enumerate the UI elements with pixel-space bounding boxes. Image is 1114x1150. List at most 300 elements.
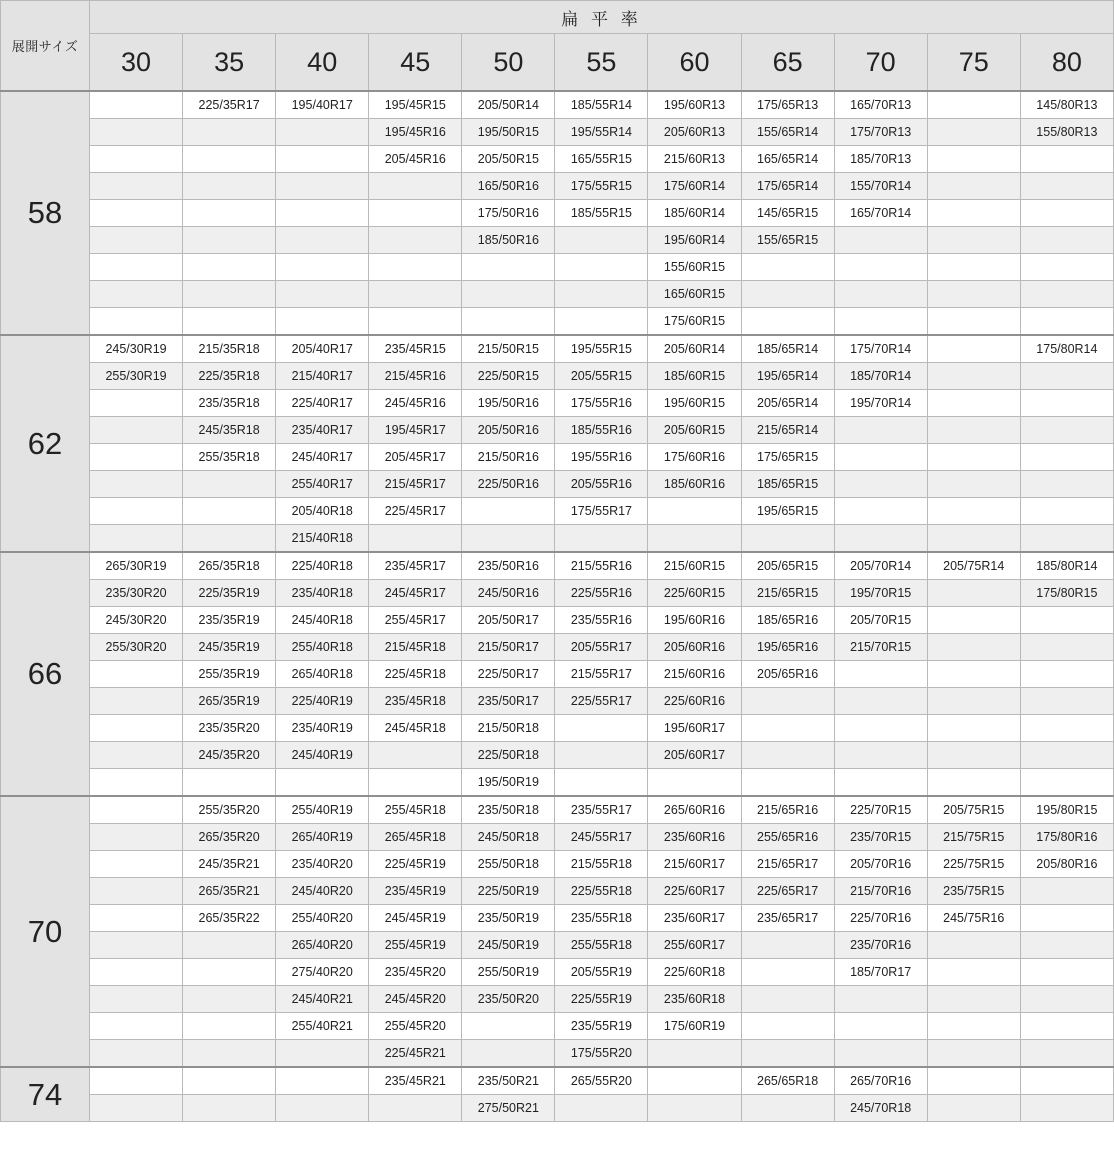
- tire-size-cell: 195/50R19: [462, 769, 555, 797]
- empty-cell: [1020, 1013, 1113, 1040]
- empty-cell: [462, 1013, 555, 1040]
- tire-size-cell: 265/35R18: [183, 552, 276, 580]
- tire-size-cell: 175/65R14: [741, 173, 834, 200]
- tire-size-cell: 215/55R17: [555, 661, 648, 688]
- empty-cell: [834, 688, 927, 715]
- tire-size-cell: 255/45R18: [369, 796, 462, 824]
- table-body: [1, 91, 1114, 1122]
- table-row: [1, 878, 1114, 905]
- tire-size-cell: 225/45R21: [369, 1040, 462, 1068]
- tire-size-cell: 255/45R17: [369, 607, 462, 634]
- empty-cell: [90, 851, 183, 878]
- tire-size-cell: 255/40R17: [276, 471, 369, 498]
- empty-cell: [927, 1067, 1020, 1095]
- tire-size-cell: 235/70R16: [834, 932, 927, 959]
- table-row: [1, 851, 1114, 878]
- tire-size-cell: 145/65R15: [741, 200, 834, 227]
- empty-cell: [183, 1095, 276, 1122]
- tire-size-cell: 245/55R17: [555, 824, 648, 851]
- empty-cell: [369, 308, 462, 336]
- group-size-label: 70: [1, 796, 90, 1067]
- table-row: [1, 1095, 1114, 1122]
- tire-size-cell: 235/45R21: [369, 1067, 462, 1095]
- empty-cell: [369, 742, 462, 769]
- empty-cell: [834, 254, 927, 281]
- empty-cell: [183, 498, 276, 525]
- tire-size-cell: 175/50R16: [462, 200, 555, 227]
- empty-cell: [90, 824, 183, 851]
- tire-size-cell: 205/60R14: [648, 335, 741, 363]
- empty-cell: [927, 959, 1020, 986]
- tire-size-cell: 235/50R17: [462, 688, 555, 715]
- tire-size-cell: 205/55R16: [555, 471, 648, 498]
- tire-size-cell: 215/50R17: [462, 634, 555, 661]
- tire-size-cell: 245/30R20: [90, 607, 183, 634]
- empty-cell: [927, 417, 1020, 444]
- empty-cell: [1020, 525, 1113, 553]
- ratio-header-55: 55: [555, 34, 648, 92]
- empty-cell: [90, 91, 183, 119]
- table-row: [1, 1040, 1114, 1068]
- tire-size-cell: 205/45R16: [369, 146, 462, 173]
- tire-size-cell: 215/60R16: [648, 661, 741, 688]
- tire-size-cell: 205/55R17: [555, 634, 648, 661]
- tire-size-cell: 195/55R14: [555, 119, 648, 146]
- empty-cell: [369, 1095, 462, 1122]
- tire-size-cell: 225/40R18: [276, 552, 369, 580]
- table-row: [1, 688, 1114, 715]
- empty-cell: [369, 769, 462, 797]
- empty-cell: [183, 525, 276, 553]
- empty-cell: [834, 525, 927, 553]
- empty-cell: [90, 715, 183, 742]
- tire-size-cell: 265/70R16: [834, 1067, 927, 1095]
- tire-size-cell: 205/40R17: [276, 335, 369, 363]
- empty-cell: [462, 281, 555, 308]
- tire-size-cell: 205/55R15: [555, 363, 648, 390]
- empty-cell: [1020, 634, 1113, 661]
- tire-size-cell: 255/30R20: [90, 634, 183, 661]
- tire-size-cell: 225/40R17: [276, 390, 369, 417]
- tire-size-cell: 245/50R18: [462, 824, 555, 851]
- tire-size-cell: 215/55R16: [555, 552, 648, 580]
- empty-cell: [90, 281, 183, 308]
- ratio-header-70: 70: [834, 34, 927, 92]
- empty-cell: [927, 146, 1020, 173]
- table-row: [1, 281, 1114, 308]
- empty-cell: [276, 1040, 369, 1068]
- empty-cell: [1020, 1095, 1113, 1122]
- tire-size-cell: 245/35R18: [183, 417, 276, 444]
- empty-cell: [462, 1040, 555, 1068]
- tire-size-cell: 255/45R20: [369, 1013, 462, 1040]
- empty-cell: [741, 254, 834, 281]
- empty-cell: [90, 173, 183, 200]
- table-row: [1, 796, 1114, 824]
- empty-cell: [555, 281, 648, 308]
- empty-cell: [183, 959, 276, 986]
- empty-cell: [183, 173, 276, 200]
- table-row: [1, 335, 1114, 363]
- empty-cell: [741, 986, 834, 1013]
- empty-cell: [1020, 417, 1113, 444]
- empty-cell: [183, 146, 276, 173]
- tire-size-cell: 205/45R17: [369, 444, 462, 471]
- tire-size-cell: 235/50R21: [462, 1067, 555, 1095]
- empty-cell: [741, 932, 834, 959]
- empty-cell: [183, 769, 276, 797]
- tire-size-cell: 205/50R16: [462, 417, 555, 444]
- tire-size-cell: 245/40R17: [276, 444, 369, 471]
- tire-size-cell: 235/30R20: [90, 580, 183, 607]
- tire-size-cell: 165/70R14: [834, 200, 927, 227]
- tire-size-cell: 205/55R19: [555, 959, 648, 986]
- table-row: [1, 254, 1114, 281]
- tire-size-cell: 255/40R19: [276, 796, 369, 824]
- tire-size-cell: 235/55R18: [555, 905, 648, 932]
- empty-cell: [741, 308, 834, 336]
- empty-cell: [741, 688, 834, 715]
- table-row: [1, 146, 1114, 173]
- tire-size-cell: 235/55R16: [555, 607, 648, 634]
- empty-cell: [1020, 308, 1113, 336]
- group-size-label: 66: [1, 552, 90, 796]
- tire-size-cell: 225/60R18: [648, 959, 741, 986]
- tire-size-cell: 275/40R20: [276, 959, 369, 986]
- empty-cell: [183, 119, 276, 146]
- empty-cell: [369, 227, 462, 254]
- ratio-header-30: 30: [90, 34, 183, 92]
- table-row: [1, 227, 1114, 254]
- empty-cell: [1020, 688, 1113, 715]
- table-row: [1, 498, 1114, 525]
- tire-size-cell: 255/30R19: [90, 363, 183, 390]
- empty-cell: [90, 390, 183, 417]
- tire-size-cell: 225/75R15: [927, 851, 1020, 878]
- empty-cell: [183, 227, 276, 254]
- tire-size-cell: 185/55R15: [555, 200, 648, 227]
- tire-size-cell: 235/40R19: [276, 715, 369, 742]
- tire-size-cell: 265/40R18: [276, 661, 369, 688]
- empty-cell: [90, 661, 183, 688]
- empty-cell: [1020, 878, 1113, 905]
- tire-size-cell: 245/45R19: [369, 905, 462, 932]
- tire-size-cell: 205/70R15: [834, 607, 927, 634]
- table-row: [1, 390, 1114, 417]
- empty-cell: [369, 281, 462, 308]
- tire-size-cell: 245/70R18: [834, 1095, 927, 1122]
- tire-size-cell: 205/40R18: [276, 498, 369, 525]
- tire-size-cell: 155/80R13: [1020, 119, 1113, 146]
- empty-cell: [648, 525, 741, 553]
- tire-size-cell: 265/65R18: [741, 1067, 834, 1095]
- tire-size-cell: 235/60R18: [648, 986, 741, 1013]
- tire-size-cell: 205/60R13: [648, 119, 741, 146]
- empty-cell: [90, 932, 183, 959]
- tire-size-cell: 205/50R15: [462, 146, 555, 173]
- empty-cell: [90, 308, 183, 336]
- empty-cell: [90, 1067, 183, 1095]
- ratio-header-50: 50: [462, 34, 555, 92]
- tire-size-cell: 195/60R17: [648, 715, 741, 742]
- tire-size-cell: 185/50R16: [462, 227, 555, 254]
- tire-size-cell: 235/60R17: [648, 905, 741, 932]
- empty-cell: [834, 986, 927, 1013]
- tire-size-cell: 175/55R17: [555, 498, 648, 525]
- aspect-ratio-title: 扁 平 率: [90, 1, 1114, 34]
- empty-cell: [927, 1013, 1020, 1040]
- tire-size-cell: 225/65R17: [741, 878, 834, 905]
- tire-size-cell: 245/40R21: [276, 986, 369, 1013]
- tire-size-cell: 215/75R15: [927, 824, 1020, 851]
- tire-size-cell: 235/50R20: [462, 986, 555, 1013]
- tire-size-cell: 235/65R17: [741, 905, 834, 932]
- empty-cell: [369, 173, 462, 200]
- tire-size-cell: 255/60R17: [648, 932, 741, 959]
- tire-size-cell: 165/70R13: [834, 91, 927, 119]
- tire-size-cell: 235/55R19: [555, 1013, 648, 1040]
- tire-size-cell: 225/70R15: [834, 796, 927, 824]
- empty-cell: [834, 742, 927, 769]
- empty-cell: [1020, 905, 1113, 932]
- tire-size-cell: 185/65R14: [741, 335, 834, 363]
- tire-size-cell: 225/55R16: [555, 580, 648, 607]
- empty-cell: [741, 281, 834, 308]
- tire-size-cell: 245/35R21: [183, 851, 276, 878]
- tire-size-cell: 155/60R15: [648, 254, 741, 281]
- tire-size-cell: 265/35R21: [183, 878, 276, 905]
- empty-cell: [927, 688, 1020, 715]
- empty-cell: [741, 1095, 834, 1122]
- tire-size-cell: 215/50R16: [462, 444, 555, 471]
- empty-cell: [834, 1013, 927, 1040]
- tire-size-cell: 225/60R15: [648, 580, 741, 607]
- table-row: [1, 200, 1114, 227]
- empty-cell: [90, 146, 183, 173]
- empty-cell: [555, 308, 648, 336]
- tire-size-cell: 185/80R14: [1020, 552, 1113, 580]
- empty-cell: [276, 119, 369, 146]
- group-size-label: 58: [1, 91, 90, 335]
- tire-size-cell: 215/50R15: [462, 335, 555, 363]
- empty-cell: [927, 281, 1020, 308]
- empty-cell: [927, 91, 1020, 119]
- empty-cell: [183, 471, 276, 498]
- empty-cell: [276, 173, 369, 200]
- tire-size-cell: 215/70R16: [834, 878, 927, 905]
- empty-cell: [834, 417, 927, 444]
- table-row: [1, 119, 1114, 146]
- empty-cell: [1020, 254, 1113, 281]
- table-row: [1, 444, 1114, 471]
- tire-size-cell: 195/70R15: [834, 580, 927, 607]
- tire-size-cell: 245/75R16: [927, 905, 1020, 932]
- empty-cell: [1020, 444, 1113, 471]
- tire-size-cell: 175/70R13: [834, 119, 927, 146]
- tire-size-cell: 175/55R15: [555, 173, 648, 200]
- tire-size-cell: 205/60R17: [648, 742, 741, 769]
- tire-size-cell: 265/60R16: [648, 796, 741, 824]
- tire-size-cell: 245/45R18: [369, 715, 462, 742]
- empty-cell: [927, 227, 1020, 254]
- empty-cell: [90, 471, 183, 498]
- tire-size-cell: 155/65R14: [741, 119, 834, 146]
- tire-size-cell: 215/65R17: [741, 851, 834, 878]
- empty-cell: [90, 525, 183, 553]
- table-row: [1, 634, 1114, 661]
- tire-size-cell: 215/65R14: [741, 417, 834, 444]
- empty-cell: [834, 471, 927, 498]
- empty-cell: [927, 932, 1020, 959]
- empty-cell: [927, 308, 1020, 336]
- empty-cell: [555, 1095, 648, 1122]
- tire-size-cell: 195/45R17: [369, 417, 462, 444]
- header-ratio-row: [1, 34, 1114, 92]
- tire-size-cell: 225/60R17: [648, 878, 741, 905]
- table-row: [1, 173, 1114, 200]
- tire-size-cell: 225/45R19: [369, 851, 462, 878]
- tire-size-cell: 225/45R18: [369, 661, 462, 688]
- empty-cell: [648, 1067, 741, 1095]
- table-row: [1, 552, 1114, 580]
- empty-cell: [1020, 498, 1113, 525]
- tire-size-cell: 195/65R15: [741, 498, 834, 525]
- empty-cell: [462, 498, 555, 525]
- empty-cell: [741, 769, 834, 797]
- empty-cell: [834, 715, 927, 742]
- empty-cell: [90, 878, 183, 905]
- tire-size-cell: 245/40R18: [276, 607, 369, 634]
- tire-size-cell: 225/40R19: [276, 688, 369, 715]
- tire-size-cell: 235/45R20: [369, 959, 462, 986]
- tire-size-cell: 235/45R19: [369, 878, 462, 905]
- tire-size-cell: 185/65R15: [741, 471, 834, 498]
- empty-cell: [927, 444, 1020, 471]
- empty-cell: [183, 1067, 276, 1095]
- ratio-header-35: 35: [183, 34, 276, 92]
- tire-size-cell: 195/80R15: [1020, 796, 1113, 824]
- tire-size-cell: 235/75R15: [927, 878, 1020, 905]
- tire-size-cell: 185/70R14: [834, 363, 927, 390]
- empty-cell: [462, 254, 555, 281]
- tire-size-cell: 195/50R16: [462, 390, 555, 417]
- table-row: [1, 91, 1114, 119]
- empty-cell: [648, 1095, 741, 1122]
- empty-cell: [276, 769, 369, 797]
- tire-size-cell: 215/40R18: [276, 525, 369, 553]
- empty-cell: [1020, 1040, 1113, 1068]
- empty-cell: [555, 254, 648, 281]
- tire-size-cell: 195/60R14: [648, 227, 741, 254]
- tire-size-cell: 225/55R18: [555, 878, 648, 905]
- corner-header-label: 展開サイズ: [11, 39, 79, 54]
- tire-size-cell: 205/80R16: [1020, 851, 1113, 878]
- tire-size-cell: 225/50R16: [462, 471, 555, 498]
- tire-size-cell: 265/40R20: [276, 932, 369, 959]
- empty-cell: [834, 769, 927, 797]
- tire-size-cell: 245/40R20: [276, 878, 369, 905]
- table-row: [1, 580, 1114, 607]
- tire-size-cell: 185/55R14: [555, 91, 648, 119]
- tire-size-cell: 235/55R17: [555, 796, 648, 824]
- empty-cell: [1020, 932, 1113, 959]
- empty-cell: [1020, 1067, 1113, 1095]
- tire-size-cell: 225/35R19: [183, 580, 276, 607]
- table-row: [1, 308, 1114, 336]
- empty-cell: [1020, 281, 1113, 308]
- empty-cell: [927, 525, 1020, 553]
- table-row: [1, 742, 1114, 769]
- tire-size-cell: 225/70R16: [834, 905, 927, 932]
- tire-size-cell: 255/40R21: [276, 1013, 369, 1040]
- tire-size-cell: 245/50R16: [462, 580, 555, 607]
- empty-cell: [927, 715, 1020, 742]
- empty-cell: [276, 200, 369, 227]
- table-row: [1, 1013, 1114, 1040]
- tire-size-cell: 175/80R15: [1020, 580, 1113, 607]
- tire-size-cell: 265/35R22: [183, 905, 276, 932]
- tire-size-cell: 145/80R13: [1020, 91, 1113, 119]
- tire-size-cell: 175/80R14: [1020, 335, 1113, 363]
- tire-size-cell: 205/65R15: [741, 552, 834, 580]
- empty-cell: [927, 634, 1020, 661]
- empty-cell: [927, 119, 1020, 146]
- table-row: [1, 525, 1114, 553]
- empty-cell: [90, 1095, 183, 1122]
- empty-cell: [741, 525, 834, 553]
- tire-size-cell: 235/50R16: [462, 552, 555, 580]
- empty-cell: [927, 607, 1020, 634]
- tire-size-cell: 195/45R16: [369, 119, 462, 146]
- empty-cell: [648, 769, 741, 797]
- empty-cell: [741, 1013, 834, 1040]
- tire-size-cell: 255/50R19: [462, 959, 555, 986]
- tire-size-cell: 165/55R15: [555, 146, 648, 173]
- tire-size-cell: 205/60R15: [648, 417, 741, 444]
- empty-cell: [1020, 661, 1113, 688]
- empty-cell: [276, 146, 369, 173]
- tire-size-cell: 215/55R18: [555, 851, 648, 878]
- empty-cell: [1020, 986, 1113, 1013]
- tire-size-cell: 245/45R17: [369, 580, 462, 607]
- empty-cell: [927, 986, 1020, 1013]
- table-row: [1, 417, 1114, 444]
- empty-cell: [276, 1067, 369, 1095]
- tire-size-cell: 235/35R19: [183, 607, 276, 634]
- tire-size-cell: 255/50R18: [462, 851, 555, 878]
- empty-cell: [927, 1040, 1020, 1068]
- empty-cell: [90, 796, 183, 824]
- empty-cell: [555, 742, 648, 769]
- tire-size-cell: 255/40R18: [276, 634, 369, 661]
- empty-cell: [1020, 742, 1113, 769]
- tire-size-cell: 235/35R18: [183, 390, 276, 417]
- tire-size-cell: 225/35R17: [183, 91, 276, 119]
- tire-size-cell: 245/45R16: [369, 390, 462, 417]
- tire-size-cell: 225/45R17: [369, 498, 462, 525]
- empty-cell: [927, 173, 1020, 200]
- tire-size-cell: 225/50R15: [462, 363, 555, 390]
- empty-cell: [927, 580, 1020, 607]
- tire-size-cell: 205/70R16: [834, 851, 927, 878]
- table-row: [1, 959, 1114, 986]
- tire-size-cell: 225/50R17: [462, 661, 555, 688]
- empty-cell: [834, 444, 927, 471]
- tire-size-cell: 275/50R21: [462, 1095, 555, 1122]
- tire-size-cell: 255/65R16: [741, 824, 834, 851]
- tire-size-cell: 175/60R16: [648, 444, 741, 471]
- tire-size-cell: 185/65R16: [741, 607, 834, 634]
